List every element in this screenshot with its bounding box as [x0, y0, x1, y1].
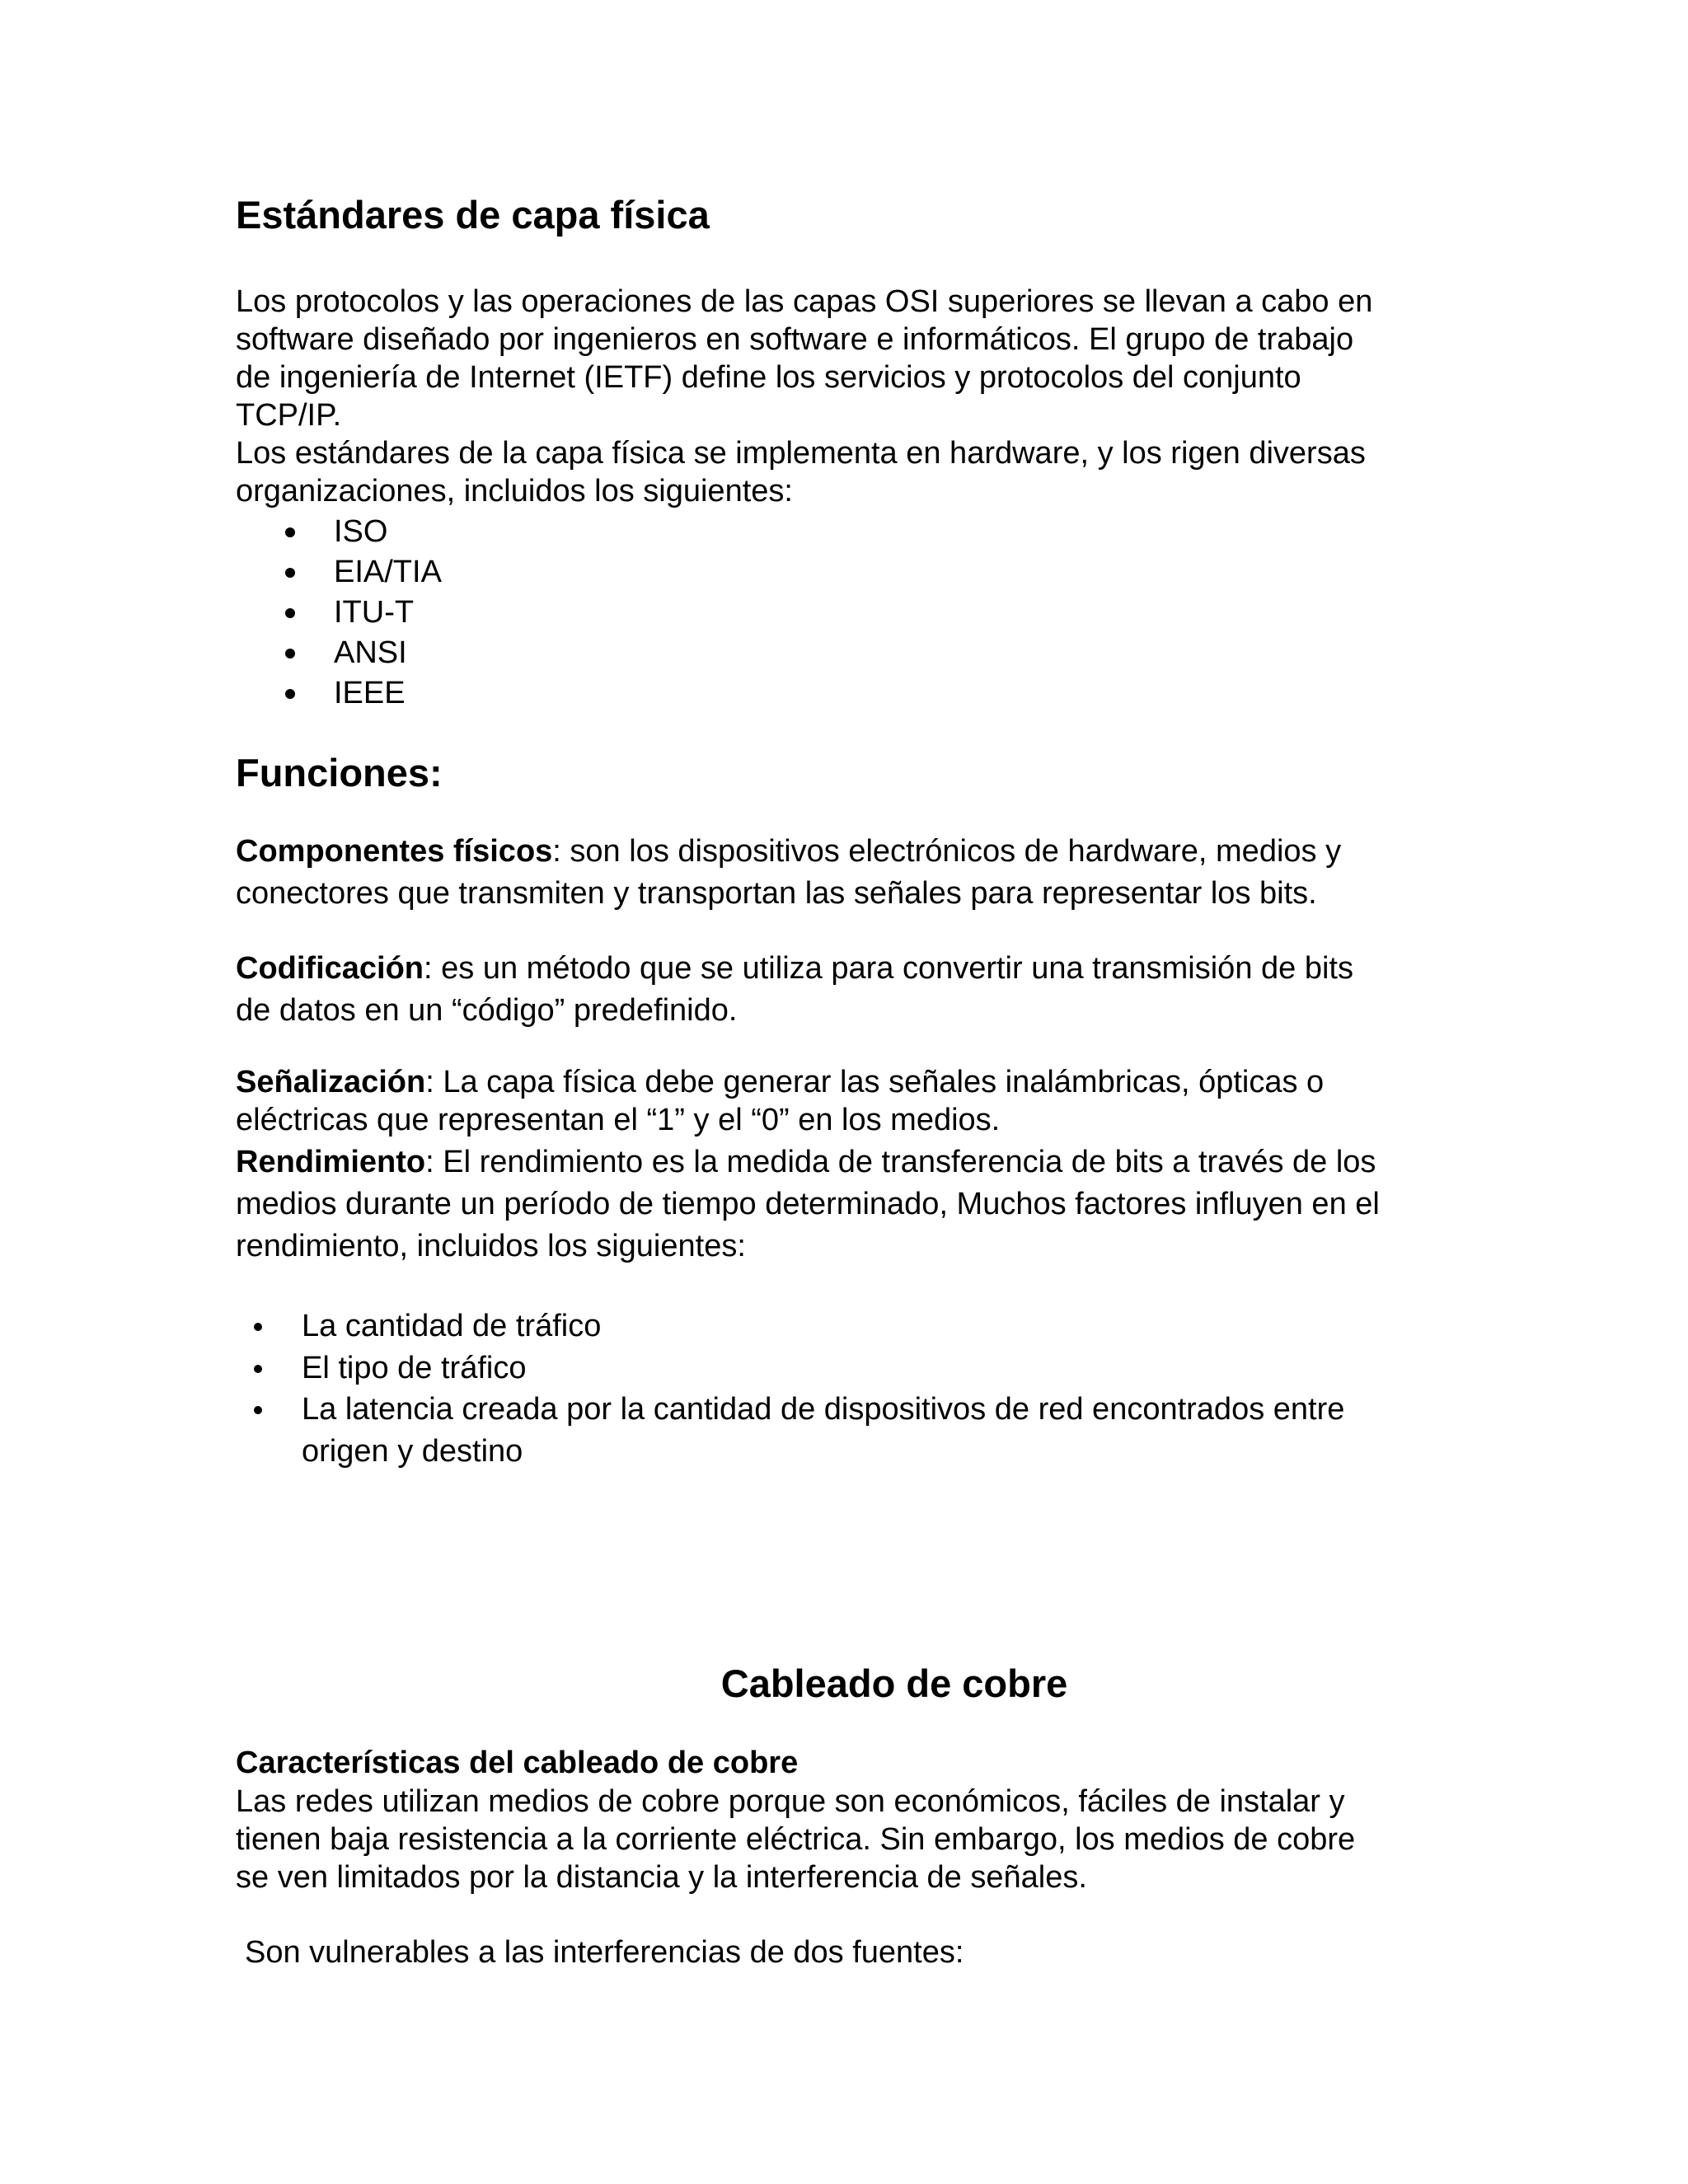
- list-item: ANSI: [236, 633, 442, 673]
- list-item: ISO: [236, 512, 442, 552]
- list-item: El tipo de tráfico: [236, 1347, 1344, 1390]
- intro-line: Los protocolos y las operaciones de las capas OSI superiores se llevan a cabo en: [236, 284, 1373, 319]
- heading-estandares: Estándares de capa física: [236, 193, 710, 237]
- intro-line: organizaciones, incluidos los siguientes:: [236, 474, 793, 509]
- intro-line: de ingeniería de Internet (IETF) define los servicios y protocolos del conjunto: [236, 360, 1301, 395]
- intro-line: Los estándares de la capa física se implementa en hardware, y los rigen diversas: [236, 436, 1366, 471]
- bullet-icon: [254, 1323, 262, 1331]
- definition-rendimiento: Rendimiento: El rendimiento es la medida de transferencia de bits a través de los medios durante un período de tiempo determinado, Muchos factores influyen en el rendimiento, incluidos los siguientes:: [236, 1145, 1380, 1263]
- cableado-paragraph: Las redes utilizan medios de cobre porque son económicos, fáciles de instalar y tienen baja resistencia a la corriente eléctrica. Sin embargo, los medios de cobre se ven limitados por la distancia y la interferencia de señales.: [236, 1784, 1356, 1895]
- heading-cableado: Cableado de cobre: [720, 1661, 1068, 1705]
- list-item: EIA/TIA: [236, 552, 442, 593]
- bullet-icon: [254, 1406, 262, 1414]
- term-componentes: Componentes físicos: [236, 834, 553, 869]
- bullet-icon: [285, 649, 295, 658]
- subheading-caracteristicas: Características del cableado de cobre: [236, 1746, 799, 1780]
- definition-codificacion: Codificación: es un método que se utiliza para convertir una transmisión de bits de datos en un “código” predefinido.: [236, 951, 1353, 1028]
- organizations-list: [236, 512, 442, 714]
- term-rendimiento: Rendimiento: [236, 1145, 426, 1179]
- term-codificacion: Codificación: [236, 951, 424, 986]
- factors-list: [236, 1305, 1344, 1472]
- definition-componentes: Componentes físicos: son los dispositivos electrónicos de hardware, medios y conectores que transmiten y transportan las señales para representar los bits.: [236, 834, 1342, 911]
- list-item: La latencia creada por la cantidad de dispositivos de red encontrados entre: [236, 1389, 1344, 1431]
- intro-paragraph: [236, 283, 1472, 510]
- bullet-icon: [285, 527, 295, 537]
- term-senalizacion: Señalización: [236, 1065, 426, 1099]
- bullet-icon: [254, 1365, 262, 1373]
- bullet-icon: [285, 568, 295, 578]
- heading-funciones: Funciones:: [236, 751, 443, 794]
- intro-line: software diseñado por ingenieros en software e informáticos. El grupo de trabajo: [236, 322, 1354, 357]
- list-item: La cantidad de tráfico: [236, 1305, 1344, 1347]
- bullet-icon: [285, 689, 295, 699]
- vulnerable-line: Son vulnerables a las interferencias de dos fuentes:: [245, 1935, 964, 1970]
- list-item: ITU-T: [236, 593, 442, 633]
- list-item: IEEE: [236, 673, 442, 714]
- definition-senalizacion: Señalización: La capa física debe generar las señales inalámbricas, ópticas o eléctricas que representan el “1” y el “0” en los medios.: [236, 1065, 1325, 1137]
- intro-line: TCP/IP.: [236, 398, 342, 433]
- bullet-icon: [285, 608, 295, 618]
- list-item-continuation: origen y destino: [302, 1433, 523, 1469]
